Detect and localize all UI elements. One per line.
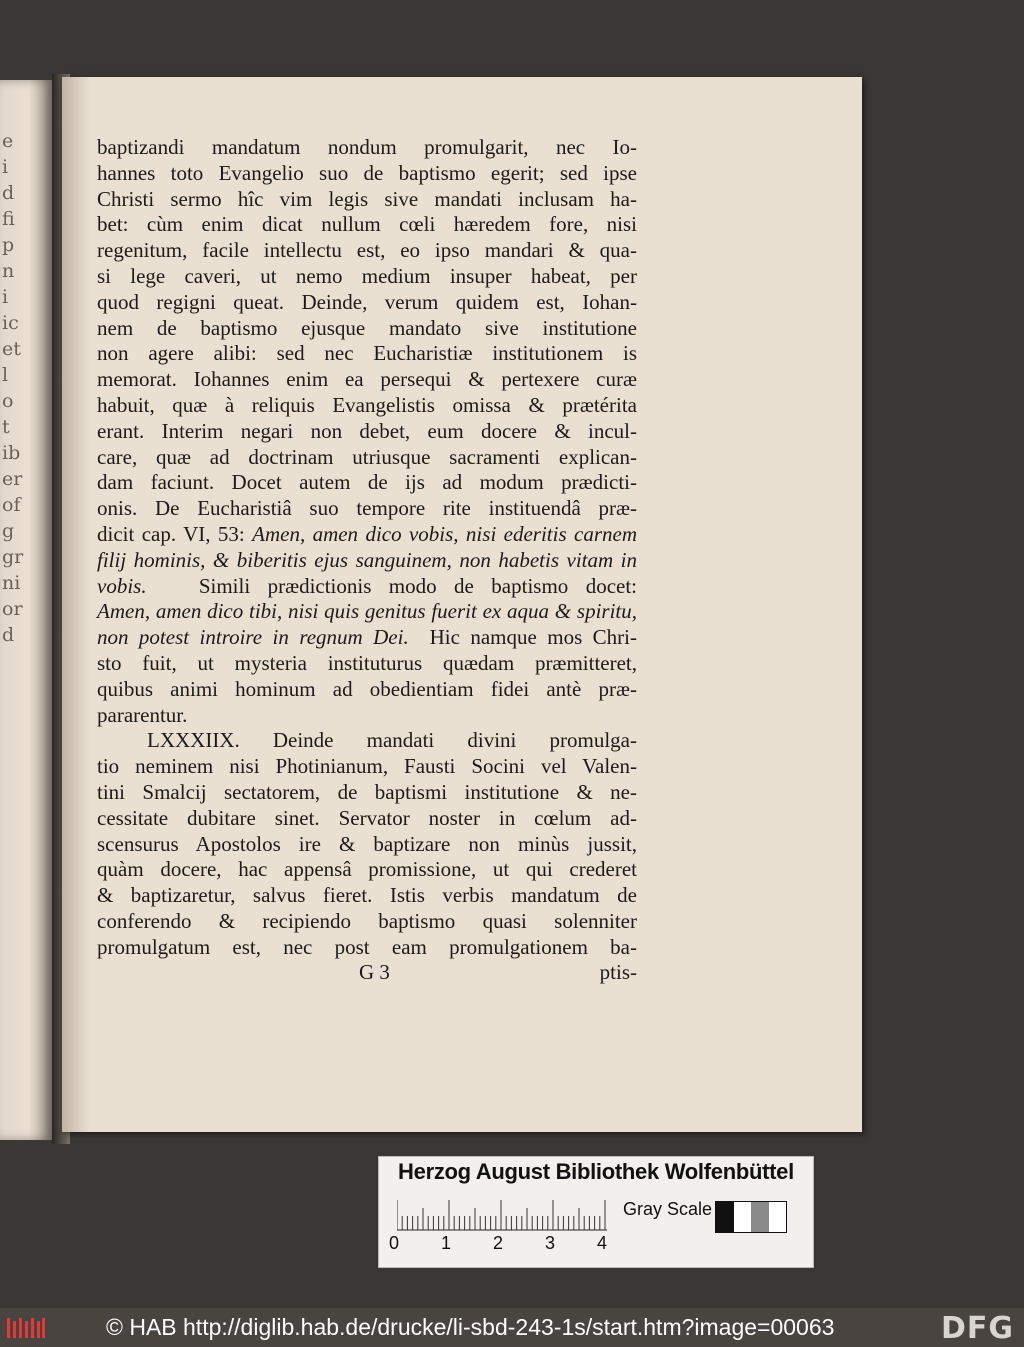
swatch-cell [734,1202,752,1232]
catchword: ptis- [599,960,637,984]
text-line: Christi sermo hîc vim legis sive mandati inclusam ha- [97,186,637,211]
dfg-logo: DFG [940,1311,1014,1346]
ruler-number: 1 [441,1233,452,1253]
text-line: scensurus Apostolos ire & baptizare non minùs jussit, [97,831,637,856]
facing-page-edge [0,80,52,1140]
page-text [97,135,637,961]
facing-page-fragment: d [2,182,15,204]
facing-page-fragment: d [2,624,15,646]
text-line: quibus animi hominum ad obedientiam fidei antè præ- [97,676,637,701]
facing-page-fragment: er [2,468,23,490]
text-line: conferendo & recipiendo baptismo quasi solenniter [97,908,637,933]
facing-page-fragment: g [2,520,15,542]
text-line-mixed [97,625,637,651]
copyright-link[interactable]: © HAB http://diglib.hab.de/drucke/li-sbd-243-1s/start.htm?image=00063 [106,1314,835,1340]
text-line: cessitate dubitare sinet. Servator noster in cœlum ad- [97,805,637,830]
page-footer [97,960,637,986]
gray-scale-label: Gray Scale [623,1199,713,1219]
color-scale-card [378,1156,814,1268]
facing-page-fragment: gr [2,546,24,568]
ruler-number: 2 [493,1233,504,1253]
section-heading-line: LXXXIIX. Deinde mandati divini promulga- [147,728,637,753]
facing-page-fragment: fi [2,208,15,230]
library-name: Herzog August Bibliothek Wolfenbüttel [398,1159,794,1184]
ruler-number: 3 [545,1233,556,1253]
text-line: regenitum, facile intellectu est, eo ipso mandari & qua- [97,238,637,263]
text-line: memorat. Iohannes enim ea persequi & pertexere curæ [97,367,637,392]
ruler-number: 4 [597,1233,608,1253]
text-line: care, quæ ad doctrinam utriusque sacramenti explican- [97,444,637,469]
text-line-italic: filij hominis, & biberitis ejus sanguinem, non habetis vitam in [97,547,637,572]
facing-page-fragment: ic [2,312,19,334]
italic-segment: non potest introire in regnum Dei. [97,625,409,650]
text-line: non agere alibi: sed nec Eucharistiæ institutionem is [97,341,637,366]
text-line: baptizandi mandatum nondum promulgarit, nec Io- [97,135,637,159]
text-segment: dicit cap. VI, 53: [97,521,245,546]
text-line: erant. Interim negari non debet, eum docere & incul- [97,418,637,443]
text-line: bet: cùm enim dicat nullum cœli hæredem fore, nisi [97,212,637,237]
text-line: & baptizaretur, salvus fieret. Istis verbis mandatum de [97,883,637,908]
text-line: quàm docere, hac appensâ promissione, ut qui crederet [97,857,637,882]
facing-page-fragment: p [2,234,15,256]
text-segment: Simili prædictionis modo de baptismo docet: [198,573,637,598]
text-segment: Hic namque mos Chri- [429,625,637,650]
facing-page-fragment: or [2,598,23,620]
facing-page-fragment: ni [2,572,21,594]
facing-page-fragment: l [2,364,9,386]
signature-mark: G 3 [359,960,390,984]
ruler-icon [397,1197,607,1231]
facing-page-fragment: of [2,494,21,516]
facing-page-fragment: et [2,338,21,360]
facing-page-fragment: e [2,130,14,152]
text-line: dam faciunt. Docet autem de ijs ad modum prædicti- [97,470,637,495]
text-line: hannes toto Evangelio suo de baptismo egerit; sed ipse [97,160,637,185]
text-line: pararentur. [97,702,188,727]
swatch-cell [751,1202,769,1232]
facing-page-fragment: t [2,416,10,438]
swatch-cell [716,1202,734,1232]
italic-segment: Amen, amen dico vobis, nisi ederitis carnem [252,521,638,546]
text-line: si lege caveri, ut nemo medium insuper habeat, per [97,263,637,288]
facing-page-fragment: o [2,390,14,412]
text-line: sto fuit, ut mysteria instituturus quædam præmitteret, [97,650,637,675]
ruler-number: 0 [389,1233,400,1253]
text-line: habuit, quæ à reliquis Evangelistis omissa & prætérita [97,392,637,417]
facing-page-fragment: ib [2,442,21,464]
book-page [62,77,862,1132]
text-line-mixed [97,574,637,600]
italic-segment: vobis. [97,573,147,598]
text-line: tini Smalcij sectatorem, de baptismi institutione & ne- [97,779,637,804]
text-line: nem de baptismo ejusque mandato sive institutione [97,315,637,340]
swatch-cell [769,1202,787,1232]
text-line: quod regigni queat. Deinde, verum quidem est, Iohan- [97,289,637,314]
text-line: tio neminem nisi Photinianum, Fausti Socini vel Valen- [97,754,637,779]
text-line: onis. De Eucharistiâ suo tempore rite instituendâ præ- [97,496,637,521]
text-line-italic: Amen, amen dico tibi, nisi quis genitus fuerit ex aqua & spiritu, [97,599,637,624]
facing-page-fragment: n [2,260,15,282]
gray-scale-swatch [715,1201,787,1233]
facing-page-fragment: i [2,286,9,308]
text-line-mixed [97,522,637,548]
hab-logo-icon [6,1316,46,1340]
text-line: promulgatum est, nec post eam promulgationem ba- [97,934,637,959]
footer-bar [0,1308,1024,1347]
facing-page-fragment: i [2,156,9,178]
